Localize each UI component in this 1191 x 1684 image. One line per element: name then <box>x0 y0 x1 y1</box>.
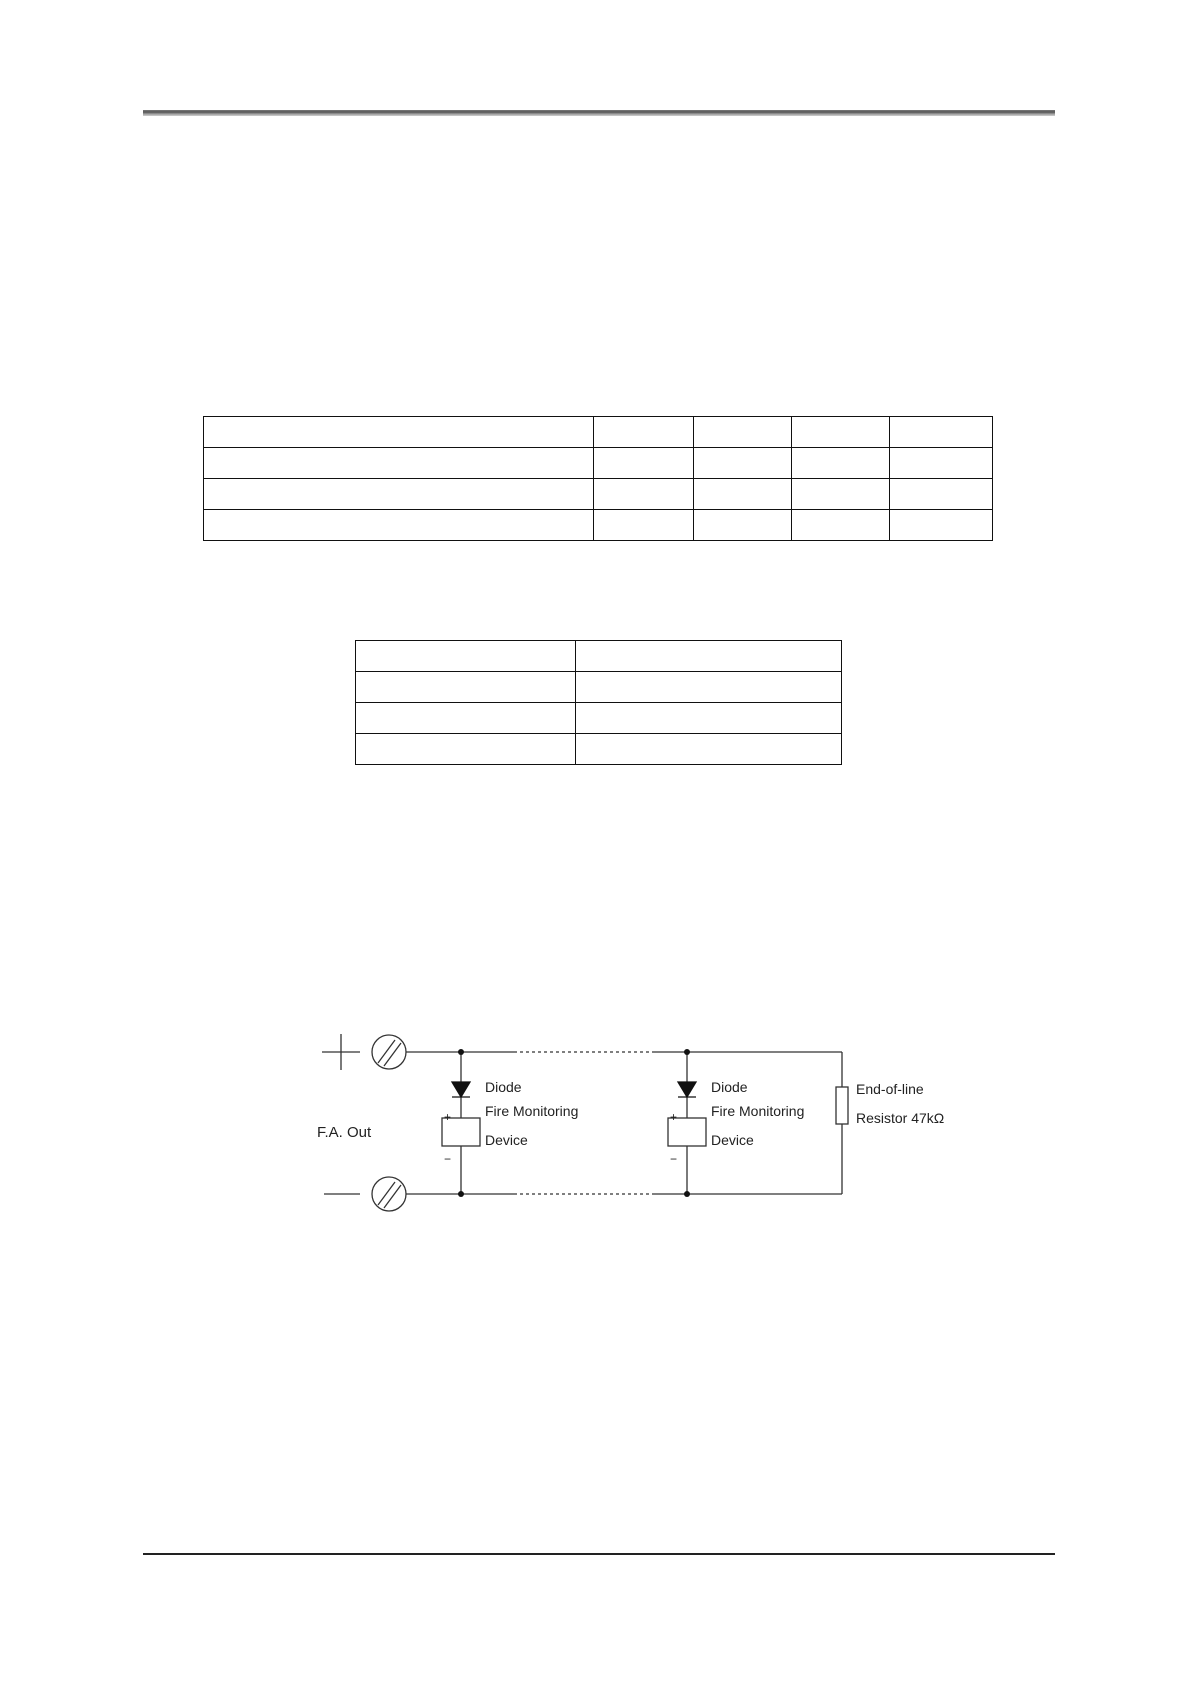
table-cell <box>356 672 576 703</box>
table-row <box>204 510 993 541</box>
table-cell <box>792 448 890 479</box>
table-cell <box>792 479 890 510</box>
table-cell <box>356 734 576 765</box>
table-a <box>203 416 993 541</box>
device-2-minus-sign: − <box>670 1152 678 1166</box>
junction-dot <box>458 1191 464 1197</box>
device-2-label-line1: Fire Monitoring <box>711 1103 805 1119</box>
resistor-label-line2: Resistor 47kΩ <box>856 1110 945 1126</box>
table-row <box>356 672 842 703</box>
table-cell <box>593 510 694 541</box>
resistor-label-line1: End-of-line <box>856 1081 924 1097</box>
table-cell <box>593 448 694 479</box>
junction-dot <box>684 1191 690 1197</box>
table-cell <box>694 510 792 541</box>
footer-rule <box>143 1553 1055 1555</box>
table-cell <box>575 641 841 672</box>
fa-out-wiring-diagram <box>300 1018 960 1223</box>
header-rule <box>143 110 1055 116</box>
table-cell <box>575 672 841 703</box>
bottom-rail-wire <box>406 1124 842 1194</box>
table-cell <box>356 703 576 734</box>
device-1-label-line1: Fire Monitoring <box>485 1103 579 1119</box>
table-row <box>356 703 842 734</box>
diode-1-label: Diode <box>485 1079 522 1095</box>
table-cell <box>890 510 993 541</box>
junction-dot <box>684 1049 690 1055</box>
plus-terminal-symbol <box>322 1034 360 1070</box>
table-cell <box>890 479 993 510</box>
fa-out-label: F.A. Out <box>317 1124 372 1141</box>
table-cell <box>204 510 594 541</box>
table-cell <box>890 417 993 448</box>
table-cell <box>575 734 841 765</box>
table-row <box>204 448 993 479</box>
device-1-plus-sign: + <box>444 1110 452 1124</box>
device-2-label-line2: Device <box>711 1132 754 1148</box>
table-cell <box>204 448 594 479</box>
table-row <box>204 417 993 448</box>
table-row <box>356 641 842 672</box>
diode-2-icon <box>678 1082 696 1097</box>
table-cell <box>792 417 890 448</box>
table-cell <box>593 479 694 510</box>
table-cell <box>356 641 576 672</box>
table-cell <box>204 479 594 510</box>
end-of-line-resistor <box>836 1087 848 1124</box>
device-1-minus-sign: − <box>444 1152 452 1166</box>
table-cell <box>593 417 694 448</box>
diode-1-icon <box>452 1082 470 1097</box>
screw-terminal-bottom <box>372 1177 406 1211</box>
device-2-plus-sign: + <box>670 1110 678 1124</box>
top-rail-wire <box>406 1052 842 1087</box>
table-row <box>204 479 993 510</box>
junction-dot <box>458 1049 464 1055</box>
screw-terminal-top <box>372 1035 406 1069</box>
device-1-label-line2: Device <box>485 1132 528 1148</box>
diode-2-label: Diode <box>711 1079 748 1095</box>
table-cell <box>575 703 841 734</box>
table-cell <box>694 479 792 510</box>
table-row <box>356 734 842 765</box>
table-cell <box>890 448 993 479</box>
table-cell <box>204 417 594 448</box>
table-cell <box>792 510 890 541</box>
table-b <box>355 640 842 765</box>
table-cell <box>694 448 792 479</box>
table-cell <box>694 417 792 448</box>
